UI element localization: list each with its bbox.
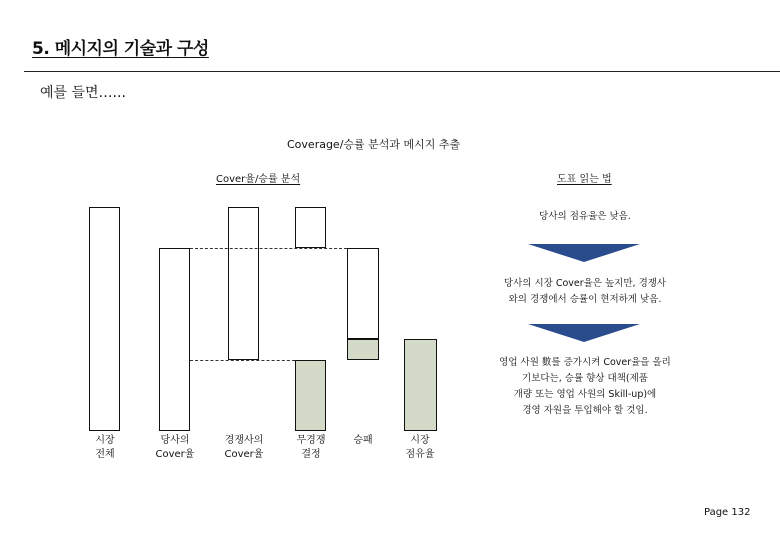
- category-label: 시장 전체: [95, 435, 115, 460]
- category-label: 무경쟁 결정: [296, 435, 326, 460]
- bar-own-coverage: [159, 248, 190, 431]
- down-arrow-icon: [528, 324, 640, 342]
- page-title: 5. 메시지의 기술과 구성: [32, 39, 209, 59]
- category-label: 승패: [353, 435, 373, 446]
- category-label: 경쟁사의 Cover율: [224, 435, 264, 460]
- reading-title: 도표 읽는 법: [557, 174, 612, 185]
- diagram-main-title: Coverage/승률 분석과 메시지 추출: [287, 138, 461, 151]
- bar-win-loss-lost: [347, 248, 379, 339]
- bar-competitor-coverage: [228, 207, 259, 360]
- category-label: 당사의 Cover율: [155, 435, 195, 460]
- bar-market-share: [404, 339, 437, 431]
- down-arrow-icon: [528, 244, 640, 262]
- bar-no-competition-top: [295, 207, 326, 248]
- bar-no-competition: [295, 360, 326, 431]
- page-number: Page 132: [704, 507, 751, 518]
- connector-own-coverage: [190, 248, 347, 249]
- reading-step-3: 영업 사원 數를 증가시켜 Cover율을 올리 기보다는, 승률 향상 대책(제품 개량 또는 영업 사원의 Skill-up)에 경영 자원을 투입해야 할 것임.: [499, 357, 671, 416]
- chart-title: Cover율/승률 분석: [216, 174, 301, 185]
- connector-competitor-coverage: [190, 360, 295, 361]
- bar-market-total: [89, 207, 120, 431]
- reading-step-1: 당사의 점유율은 낮음.: [539, 211, 631, 222]
- intro-text: 예를 들면…...: [40, 85, 126, 101]
- category-label: 시장 점유율: [405, 435, 435, 460]
- title-divider: [24, 71, 780, 72]
- reading-step-2: 당사의 시장 Cover율은 높지만, 경쟁사 와의 경쟁에서 승률이 현저하게 낮음.: [503, 278, 667, 305]
- bar-win-loss-won: [347, 339, 379, 360]
